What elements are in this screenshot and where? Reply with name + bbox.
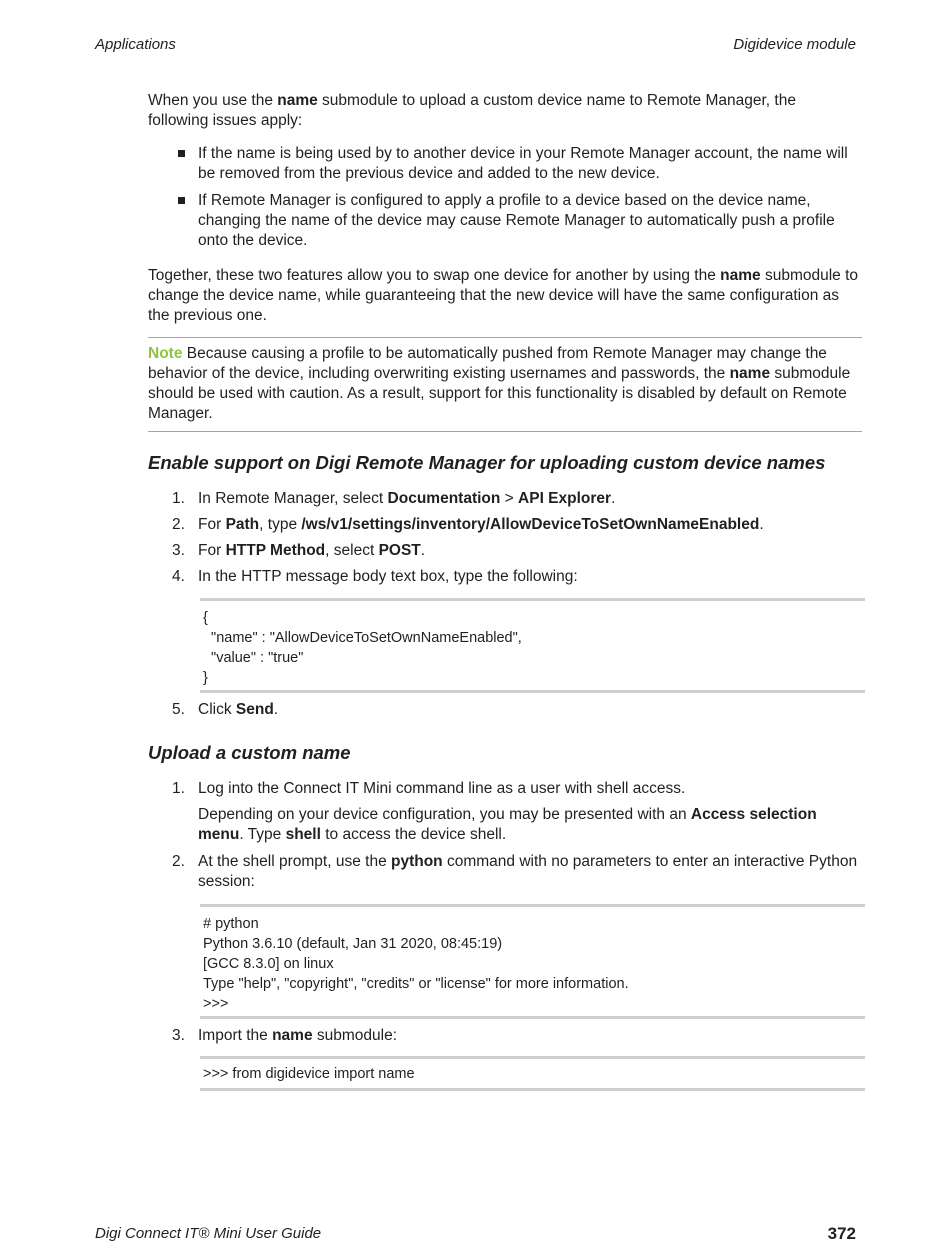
- step-text-bold: HTTP Method: [225, 542, 326, 559]
- step-text: Depending on your device configuration, you may be presented with an: [198, 806, 691, 823]
- together-text-bold: name: [720, 267, 761, 284]
- step-number: 2.: [172, 853, 185, 870]
- import-code-block: [200, 1056, 865, 1091]
- running-header-left: Applications: [95, 36, 176, 53]
- step-text-bold: Access selection menu: [198, 806, 817, 843]
- code-line: [GCC 8.3.0] on linux: [203, 956, 334, 972]
- upload-steps-2: [148, 852, 860, 892]
- step-text: At the shell prompt, use the: [198, 853, 391, 870]
- step-text: command with no parameters to enter an interactive Python session:: [198, 853, 858, 890]
- intro-paragraph: [148, 91, 860, 131]
- code-line: Python 3.6.10 (default, Jan 31 2020, 08:45:19): [203, 936, 503, 952]
- step-item: [148, 852, 860, 892]
- step-text: Import the: [198, 1027, 273, 1044]
- step-text: , type: [259, 516, 302, 533]
- step-text: .: [611, 490, 616, 507]
- step-number: 3.: [172, 1027, 185, 1044]
- step-text-bold: Documentation: [387, 490, 501, 507]
- step-text: .: [759, 516, 764, 533]
- bullet-item: [148, 144, 860, 184]
- together-paragraph: [148, 266, 860, 326]
- step-text: Log into the Connect IT Mini command line as a user with shell access.: [198, 780, 686, 797]
- bullet-item: [148, 191, 860, 251]
- code-line: >>> from digidevice import name: [203, 1066, 415, 1082]
- step-text-bold: shell: [285, 826, 321, 843]
- code-line: >>>: [203, 996, 229, 1012]
- note-label: Note: [148, 345, 183, 362]
- step-text-bold: POST: [378, 542, 421, 559]
- bullet-text: If Remote Manager is configured to apply a profile to a device based on the device name, changing the name of the device may cause Remote Manager to automatically push a profile onto the device.: [198, 192, 835, 249]
- code-line: {: [203, 610, 208, 626]
- step-item: [148, 567, 860, 587]
- together-text-post: submodule to change the device name, while guaranteeing that the new device will have the same configuration as the previous one.: [148, 267, 859, 324]
- step-text-bold: Path: [225, 516, 260, 533]
- step-number: 1.: [172, 780, 185, 797]
- step-item: [148, 541, 860, 561]
- step-text-bold: API Explorer: [518, 490, 612, 507]
- code-line: "name" : "AllowDeviceToSetOwnNameEnabled",: [203, 630, 522, 646]
- bullet-square-icon: [178, 197, 185, 204]
- step-text: For: [198, 542, 226, 559]
- step-text-bold: name: [272, 1027, 313, 1044]
- code-line: }: [203, 670, 208, 686]
- bullet-square-icon: [178, 150, 185, 157]
- enable-support-steps: [148, 489, 860, 593]
- step-text: to access the device shell.: [320, 826, 507, 843]
- upload-steps-1: [148, 779, 860, 799]
- note-box: [148, 337, 862, 432]
- step-text-bold: python: [391, 853, 443, 870]
- bullet-text: If the name is being used by to another device in your Remote Manager account, the name will be removed from the previous device and added to the new device.: [198, 145, 848, 182]
- step-text: .: [420, 542, 426, 559]
- step-text: . Type: [239, 826, 286, 843]
- step-text: >: [500, 490, 519, 507]
- issues-bullet-list: [148, 144, 860, 251]
- code-line: "value" : "true": [203, 650, 304, 666]
- page-number: 372: [827, 1224, 856, 1243]
- step-number: 1.: [172, 490, 185, 507]
- running-header-right: Digidevice module: [733, 36, 856, 53]
- step-text: .: [273, 701, 279, 718]
- intro-text-pre: When you use the: [148, 92, 278, 109]
- together-text-pre: Together, these two features allow you to swap one device for another by using the: [148, 267, 721, 284]
- step-text-bold: Send: [235, 701, 274, 718]
- step-text: , select: [325, 542, 379, 559]
- step-text: Click: [198, 701, 236, 718]
- section-heading-upload-custom-name: Upload a custom name: [148, 742, 351, 763]
- code-line: # python: [203, 916, 259, 932]
- step-number: 2.: [172, 516, 185, 533]
- step-text: In Remote Manager, select: [198, 490, 388, 507]
- note-text-pre: Because causing a profile to be automatically pushed from Remote Manager may change the behavior of the device, including overwriting existing usernames and passwords, the: [148, 345, 827, 382]
- step-item: [148, 1026, 860, 1046]
- note-text-bold: name: [729, 365, 771, 382]
- step-number: 4.: [172, 568, 185, 585]
- section-heading-enable-support: Enable support on Digi Remote Manager for uploading custom device names: [148, 452, 826, 473]
- step-text: submodule:: [312, 1027, 398, 1044]
- intro-text-post: submodule to upload a custom device name to Remote Manager, the following issues apply:: [148, 92, 796, 129]
- step-1-subparagraph: [198, 805, 860, 845]
- step-text: In the HTTP message body text box, type the following:: [198, 568, 578, 585]
- intro-text-bold: name: [277, 92, 318, 109]
- step-text: For: [198, 516, 226, 533]
- upload-steps-3: [148, 1026, 860, 1046]
- step-item: [148, 489, 860, 509]
- step-item: [148, 779, 860, 799]
- json-code-block: [200, 598, 865, 693]
- step-text-bold: /ws/v1/settings/inventory/AllowDeviceToSetOwnNameEnabled: [301, 516, 760, 533]
- enable-support-step-5: [148, 700, 860, 720]
- step-item: [148, 700, 860, 720]
- step-number: 3.: [172, 542, 185, 559]
- step-item: [148, 515, 860, 535]
- step-number: 5.: [172, 701, 185, 718]
- code-line: Type "help", "copyright", "credits" or "license" for more information.: [203, 976, 629, 992]
- note-text-post: submodule should be used with caution. As a result, support for this functionality is disabled by default on Remote Manager.: [148, 365, 851, 422]
- footer-guide-title: Digi Connect IT® Mini User Guide: [95, 1225, 322, 1242]
- python-session-code-block: [200, 904, 865, 1019]
